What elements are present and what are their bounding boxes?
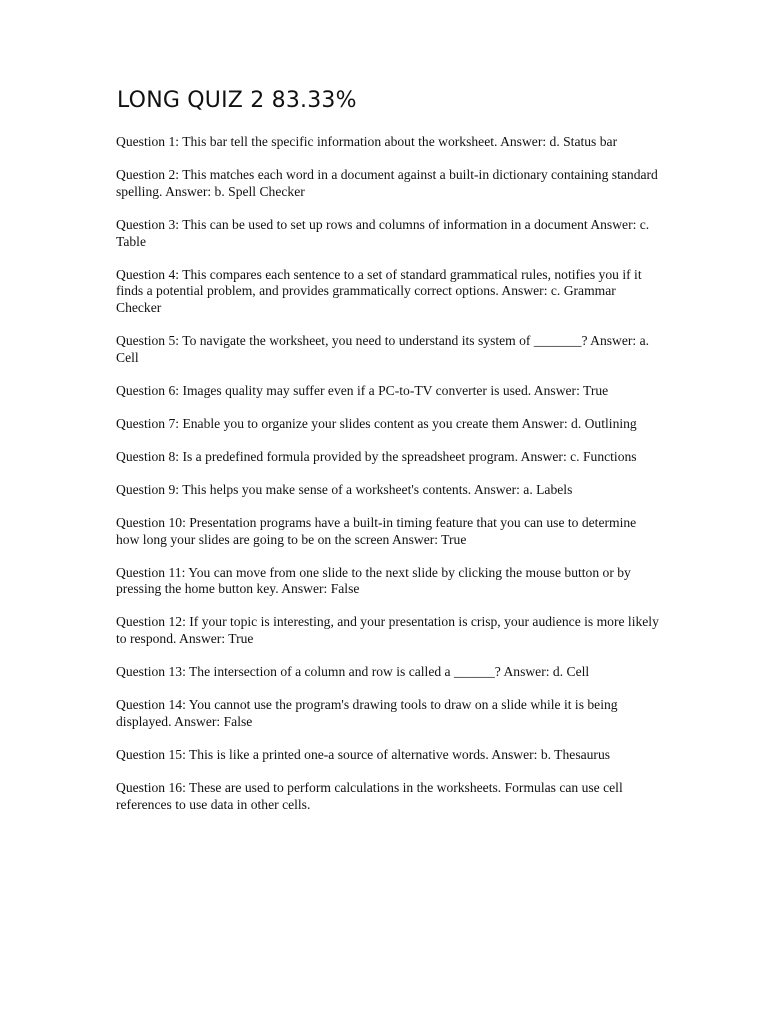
question-item: Question 15: This is like a printed one-a source of alternative words. Answer: b. Thesaurus: [116, 746, 611, 762]
question-item: Question 6: Images quality may suffer even if a PC-to-TV converter is used. Answer: True: [116, 383, 609, 399]
question-item: Question 11: You can move from one slide to the next slide by clicking the mouse button or by pressing the home button key. Answer: False: [116, 564, 631, 597]
question-list: [116, 134, 661, 830]
document-title: LONG QUIZ 2 83.33%: [117, 88, 357, 113]
question-item: Question 16: These are used to perform calculations in the worksheets. Formulas can use cell references to use data in other cells.: [116, 779, 623, 812]
question-item: Question 10: Presentation programs have a built-in timing feature that you can use to determine how long your slides are going to be on the screen Answer: True: [116, 514, 637, 547]
question-item: Question 13: The intersection of a column and row is called a ______? Answer: d. Cell: [116, 664, 590, 680]
question-item: Question 1: This bar tell the specific information about the worksheet. Answer: d. Status bar: [116, 134, 618, 149]
question-item: Question 7: Enable you to organize your slides content as you create them Answer: d. Outlining: [116, 415, 637, 431]
question-item: Question 9: This helps you make sense of a worksheet's contents. Answer: a. Labels: [116, 481, 573, 497]
question-item: Question 5: To navigate the worksheet, you need to understand its system of _______? Answer: a. Cell: [116, 333, 650, 366]
question-item: Question 8: Is a predefined formula provided by the spreadsheet program. Answer: c. Functions: [116, 448, 637, 464]
question-item: Question 12: If your topic is interesting, and your presentation is crisp, your audience is more likely to respond. Answer: True: [116, 614, 659, 647]
question-item: Question 3: This can be used to set up rows and columns of information in a document Answer: c. Table: [116, 216, 650, 249]
question-item: Question 2: This matches each word in a document against a built-in dictionary containing standard spelling. Answer: b. Spell Checker: [116, 166, 658, 199]
question-item: Question 4: This compares each sentence to a set of standard grammatical rules, notifies you if it finds a potential problem, and provides grammatically correct options. Answer: c. Grammar Checker: [116, 266, 642, 316]
question-item: Question 14: You cannot use the program's drawing tools to draw on a slide while it is being displayed. Answer: False: [116, 697, 618, 729]
